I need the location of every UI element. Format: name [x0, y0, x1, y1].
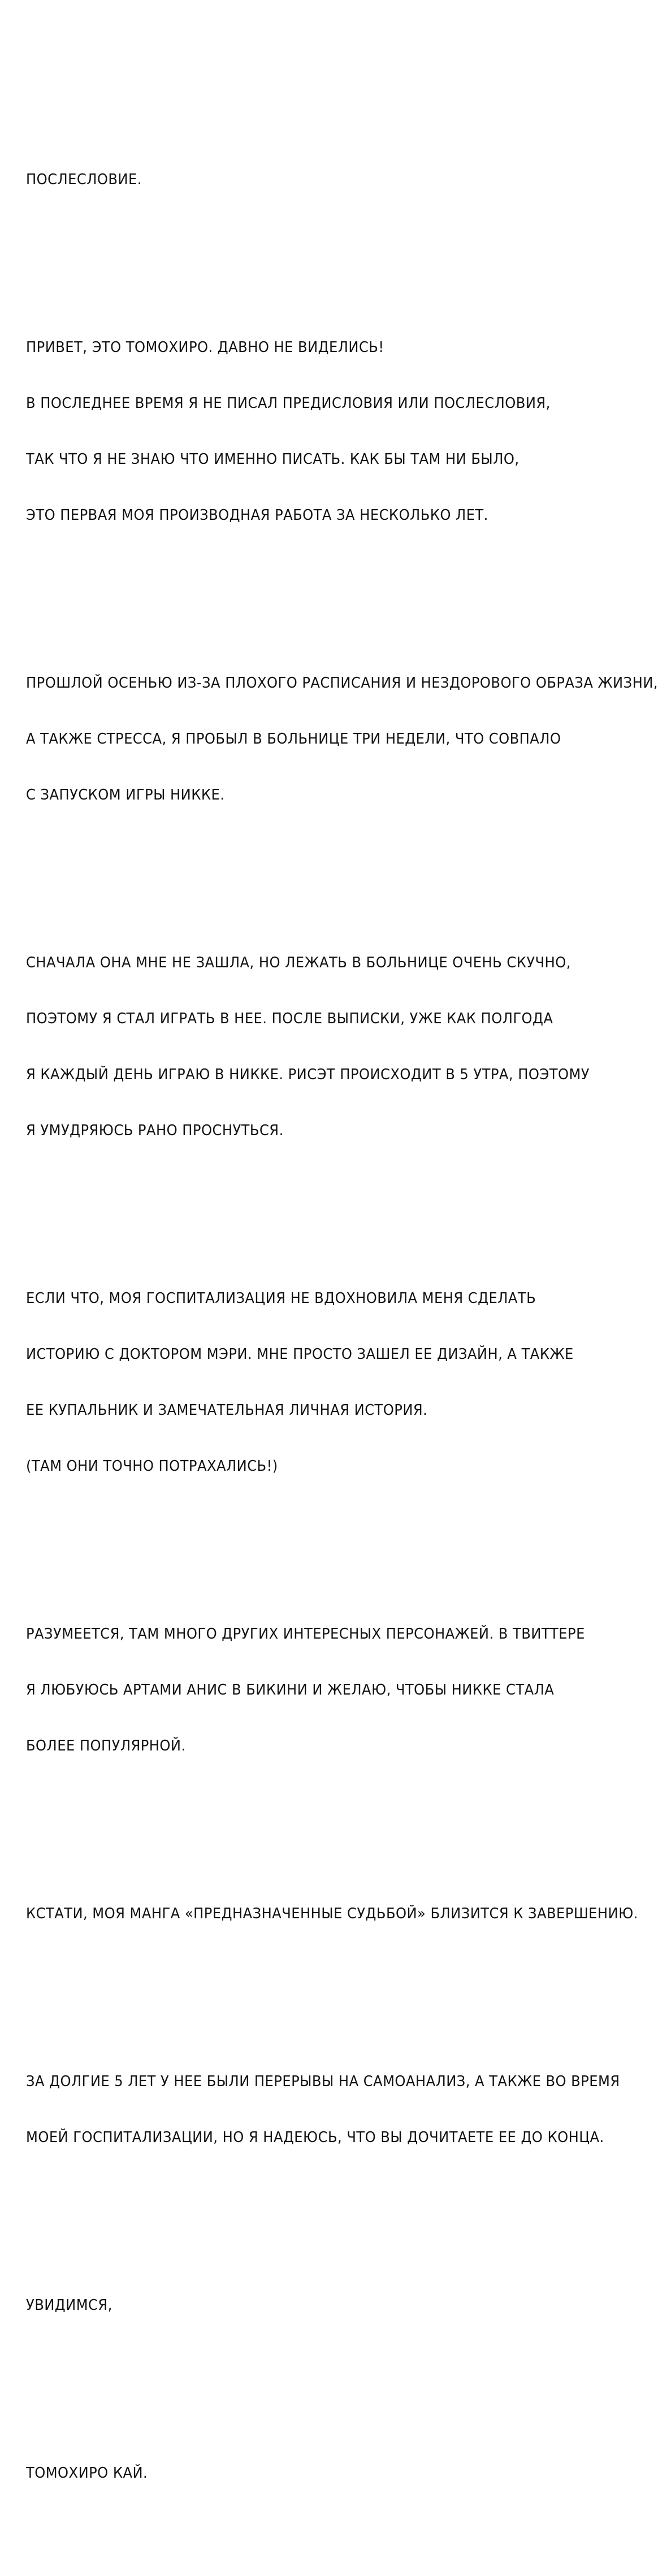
text-line: В ПОСЛЕДНЕЕ ВРЕМЯ Я НЕ ПИСАЛ ПРЕДИСЛОВИЯ ИЛИ ПОСЛЕСЛОВИЯ, [26, 395, 551, 412]
text-line: ПРОШЛОЙ ОСЕНЬЮ ИЗ-ЗА ПЛОХОГО РАСПИСАНИЯ И НЕЗДОРОВОГО ОБРАЗА ЖИЗНИ, [26, 675, 658, 692]
paragraph-game [26, 916, 590, 1178]
paragraph-greeting [26, 301, 573, 562]
text-line: БОЛЕЕ ПОПУЛЯРНОЙ. [26, 1737, 186, 1754]
paragraph-hospital [26, 637, 658, 842]
text-line: ИСТОРИЮ С ДОКТОРОМ МЭРИ. МНЕ ПРОСТО ЗАШЕЛ ЕЕ ДИЗАЙН, А ТАКЖЕ [26, 1346, 574, 1363]
text-line: РАЗУМЕЕТСЯ, ТАМ МНОГО ДРУГИХ ИНТЕРЕСНЫХ ПЕРСОНАЖЕЙ. В ТВИТТЕРЕ [26, 1626, 585, 1643]
text-line: (ТАМ ОНИ ТОЧНО ПОТРАХАЛИСЬ!) [26, 1458, 278, 1475]
paragraph-manga [26, 1867, 638, 1961]
text-line: Я ЛЮБУЮСЬ АРТАМИ АНИС В БИКИНИ И ЖЕЛАЮ, ЧТОБЫ НИККЕ СТАЛА [26, 1682, 555, 1698]
text-line: ЕСЛИ ЧТО, МОЯ ГОСПИТАЛИЗАЦИЯ НЕ ВДОХНОВИЛА МЕНЯ СДЕЛАТЬ [26, 1290, 536, 1307]
text-line: КСТАТИ, МОЯ МАНГА «ПРЕДНАЗНАЧЕННЫЕ СУДЬБОЙ» БЛИЗИТСЯ К ЗАВЕРШЕНИЮ. [26, 1905, 638, 1922]
text-line: ПРИВЕТ, ЭТО ТОМОХИРО. ДАВНО НЕ ВИДЕЛИСЬ! [26, 339, 384, 356]
closing [26, 2259, 573, 2352]
text-line: МОЕЙ ГОСПИТАЛИЗАЦИИ, НО Я НАДЕЮСЬ, ЧТО ВЫ ДОЧИТАЕТЕ ЕЕ ДО КОНЦА. [26, 2129, 604, 2146]
paragraph-ending [26, 2035, 620, 2184]
text-line: СНАЧАЛА ОНА МНЕ НЕ ЗАШЛА, НО ЛЕЖАТЬ В БОЛЬНИЦЕ ОЧЕНЬ СКУЧНО, [26, 954, 571, 971]
text-line: ТАК ЧТО Я НЕ ЗНАЮ ЧТО ИМЕННО ПИСАТЬ. КАК БЫ ТАМ НИ БЫЛО, [26, 451, 520, 468]
paragraph-characters [26, 1588, 585, 1793]
paragraph-inspiration [26, 1252, 573, 1513]
text-line: Я УМУДРЯЮСЬ РАНО ПРОСНУТЬСЯ. [26, 1122, 284, 1139]
text-line: ПОЭТОМУ Я СТАЛ ИГРАТЬ В НЕЕ. ПОСЛЕ ВЫПИСКИ, УЖЕ КАК ПОЛГОДА [26, 1010, 553, 1027]
text-line: Я КАЖДЫЙ ДЕНЬ ИГРАЮ В НИККЕ. РИСЭТ ПРОИСХОДИТ В 5 УТРА, ПОЭТОМУ [26, 1066, 590, 1083]
signature-line: ТОМОХИРО КАЙ. [26, 2465, 148, 2482]
text-line: С ЗАПУСКОМ ИГРЫ НИККЕ. [26, 787, 225, 803]
heading-line: ПОСЛЕСЛОВИЕ. [26, 171, 142, 188]
text-line: ЕЕ КУПАЛЬНИК И ЗАМЕЧАТЕЛЬНАЯ ЛИЧНАЯ ИСТОРИЯ. [26, 1402, 428, 1419]
text-line: ЗА ДОЛГИЕ 5 ЛЕТ У НЕЕ БЫЛИ ПЕРЕРЫВЫ НА САМОАНАЛИЗ, А ТАКЖЕ ВО ВРЕМЯ [26, 2073, 620, 2090]
closing-line: УВИДИМСЯ, [26, 2297, 112, 2314]
signature [26, 2427, 573, 2520]
afterword-text [26, 96, 658, 2576]
text-line: ЭТО ПЕРВАЯ МОЯ ПРОИЗВОДНАЯ РАБОТА ЗА НЕСКОЛЬКО ЛЕТ. [26, 507, 488, 524]
text-line: А ТАКЖЕ СТРЕССА, Я ПРОБЫЛ В БОЛЬНИЦЕ ТРИ НЕДЕЛИ, ЧТО СОВПАЛО [26, 731, 561, 748]
afterword-heading [26, 133, 573, 227]
